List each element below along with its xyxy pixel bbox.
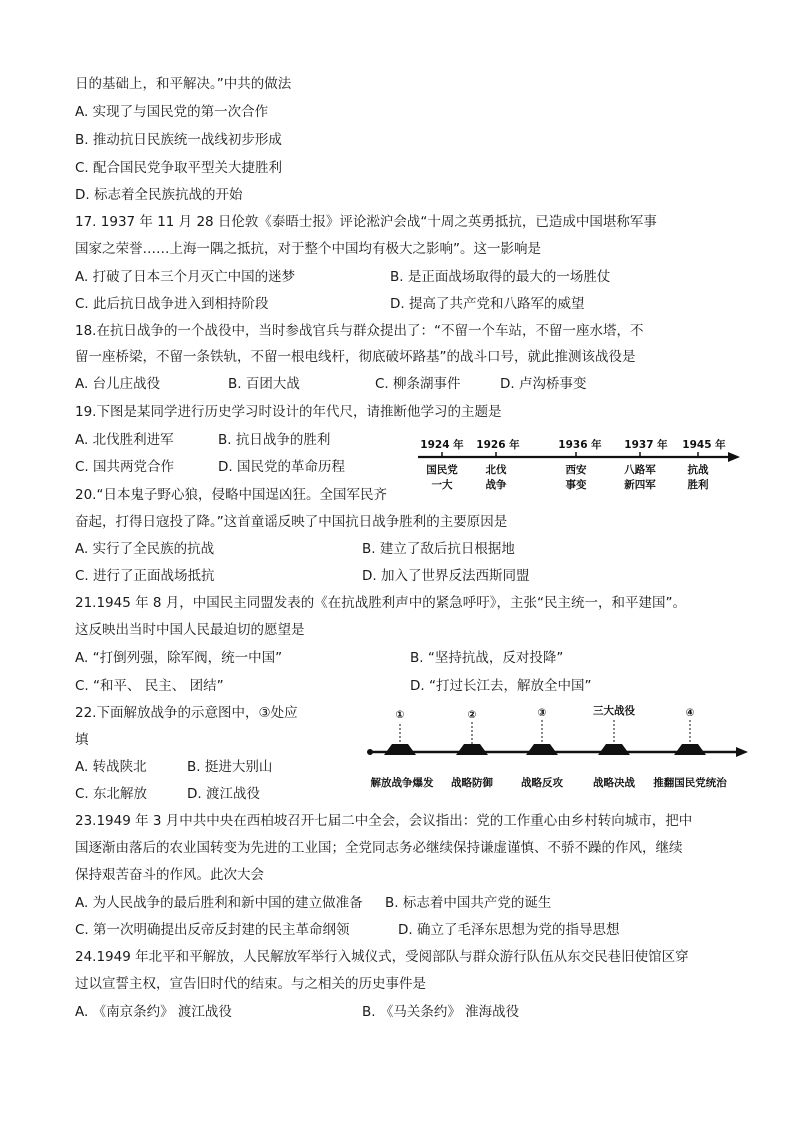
svg-text:新四军: 新四军 (624, 479, 656, 491)
q21-option-b[interactable]: B. “坚持抗战，反对投降” (410, 650, 564, 666)
timeline-tick-1924 (420, 438, 464, 491)
question-20-text-2: 奋起，打得日寇投了降。”这首童谣反映了中国抗日战争胜利的主要原因是 (75, 514, 508, 530)
svg-text:推翻国民党统治: 推翻国民党统治 (653, 777, 727, 789)
svg-text:西安: 西安 (565, 464, 587, 476)
option-d[interactable]: D. 标志着全民族抗战的开始 (75, 187, 243, 203)
liberation-war-diagram (362, 700, 750, 795)
svg-text:一大: 一大 (431, 479, 453, 491)
q21-option-a[interactable]: A. “打倒列强，除军阀，统一中国” (75, 650, 283, 666)
svg-text:胜利: 胜利 (687, 479, 709, 491)
question-21-text: 21.1945 年 8 月，中国民主同盟发表的《在抗战胜利声中的紧急呼吁》，主张“民主统一，和平建国”。 (75, 595, 687, 611)
q23-option-b[interactable]: B. 标志着中国共产党的诞生 (385, 895, 552, 911)
q23-option-a[interactable]: A. 为人民战争的最后胜利和新中国的建立做准备 (75, 895, 363, 911)
q18-option-d[interactable]: D. 卢沟桥事变 (500, 376, 587, 392)
svg-text:国民党: 国民党 (426, 464, 458, 476)
q18-option-c[interactable]: C. 柳条湖事件 (375, 376, 461, 392)
question-22-text: 22.下面解放战争的示意图中，③处应 (75, 705, 298, 721)
svg-text:1926 年: 1926 年 (476, 439, 520, 451)
question-24-text-2: 过以宣誓主权，宣告旧时代的结束。与之相关的历史事件是 (75, 976, 426, 992)
question-17-text-2: 国家之荣誉……上海一隅之抵抗，对于整个中国均有极大之影响”。这一影响是 (75, 241, 541, 257)
q18-option-b[interactable]: B. 百团大战 (228, 376, 300, 392)
q21-option-d[interactable]: D. “打过长江去，解放全中国” (410, 678, 592, 694)
q23-option-d[interactable]: D. 确立了毛泽东思想为党的指导思想 (398, 922, 620, 938)
question-23-text-2: 国逐渐由落后的农业国转变为先进的工业国；全党同志务必继续保持谦虚谨慎、不骄不躁的作风，继续 (75, 840, 683, 856)
q19-option-d[interactable]: D. 国民党的革命历程 (218, 459, 345, 475)
question-23-text-3: 保持艰苦奋斗的作风。此次大会 (75, 867, 264, 883)
svg-text:①: ① (395, 709, 405, 721)
svg-text:1945 年: 1945 年 (682, 439, 726, 451)
svg-text:北伐: 北伐 (485, 464, 507, 476)
q17-option-a[interactable]: A. 打破了日本三个月灭亡中国的迷梦 (75, 269, 296, 285)
svg-text:1937 年: 1937 年 (624, 439, 668, 451)
question-21-text-2: 这反映出当时中国人民最迫切的愿望是 (75, 622, 305, 638)
svg-text:八路军: 八路军 (624, 464, 656, 476)
q19-option-b[interactable]: B. 抗日战争的胜利 (218, 432, 331, 448)
q20-option-a[interactable]: A. 实行了全民族的抗战 (75, 541, 215, 557)
question-20-text: 20.“日本鬼子野心狼，侵略中国逞凶狂。全国军民齐 (75, 487, 387, 503)
question-19-text: 19.下图是某同学进行历史学习时设计的年代尺，请推断他学习的主题是 (75, 404, 502, 420)
svg-text:战略决战: 战略决战 (593, 777, 635, 789)
svg-text:②: ② (467, 709, 477, 721)
timeline-tick-1926 (476, 438, 520, 491)
diagram-stage-decisive (593, 704, 635, 789)
q24-option-b[interactable]: B. 《马关条约》 淮海战役 (362, 1004, 520, 1020)
q23-option-c[interactable]: C. 第一次明确提出反帝反封建的民主革命纲领 (75, 922, 350, 938)
question-18-text-2: 留一座桥梁，不留一条铁轨，不留一根电线杆，彻底破坏路基”的战斗口号，就此推测该战役是 (75, 349, 636, 365)
timeline-ruler (412, 436, 747, 500)
timeline-tick-1937 (624, 438, 668, 491)
q21-option-c[interactable]: C. “和平、 民主、 团结” (75, 678, 224, 694)
diagram-stage-overthrow (653, 707, 727, 789)
q17-option-b[interactable]: B. 是正面战场取得的最大的一场胜仗 (390, 269, 611, 285)
q17-option-c[interactable]: C. 此后抗日战争进入到相持阶段 (75, 296, 269, 312)
svg-text:战略反攻: 战略反攻 (521, 777, 563, 789)
svg-text:战争: 战争 (485, 479, 507, 491)
q20-option-b[interactable]: B. 建立了敌后抗日根据地 (362, 541, 515, 557)
diagram-stage-defense (451, 709, 493, 789)
q18-option-a[interactable]: A. 台儿庄战役 (75, 376, 161, 392)
question-22-text-2: 填 (75, 732, 89, 748)
svg-text:三大战役: 三大战役 (593, 705, 635, 717)
diagram-stage-counteroffensive (521, 707, 563, 789)
q17-option-d[interactable]: D. 提高了共产党和八路军的威望 (390, 296, 585, 312)
svg-text:事变: 事变 (565, 479, 587, 491)
q19-option-c[interactable]: C. 国共两党合作 (75, 459, 175, 475)
timeline-tick-1936 (558, 438, 602, 491)
q24-option-a[interactable]: A. 《南京条约》 渡江战役 (75, 1004, 232, 1020)
q22-option-d[interactable]: D. 渡江战役 (187, 786, 260, 802)
svg-text:解放战争爆发: 解放战争爆发 (370, 777, 434, 789)
option-c[interactable]: C. 配合国民党争取平型关大捷胜利 (75, 160, 283, 176)
q20-option-c[interactable]: C. 进行了正面战场抵抗 (75, 568, 215, 584)
svg-text:战略防御: 战略防御 (451, 777, 493, 789)
svg-text:1936 年: 1936 年 (558, 439, 602, 451)
question-18-text: 18.在抗日战争的一个战役中，当时参战官兵与群众提出了：“不留一个车站，不留一座水塔，不 (75, 323, 644, 339)
svg-text:③: ③ (537, 707, 547, 719)
option-b[interactable]: B. 推动抗日民族统一战线初步形成 (75, 132, 282, 148)
diagram-stage-outbreak (371, 709, 434, 789)
q22-option-c[interactable]: C. 东北解放 (75, 786, 148, 802)
question-text: 日的基础上，和平解决。”中共的做法 (75, 76, 292, 92)
svg-text:1924 年: 1924 年 (420, 439, 464, 451)
timeline-tick-1945 (682, 438, 726, 491)
svg-text:抗战: 抗战 (687, 464, 709, 476)
option-a[interactable]: A. 实现了与国民党的第一次合作 (75, 104, 269, 120)
svg-text:④: ④ (685, 707, 695, 719)
question-23-text: 23.1949 年 3 月中共中央在西柏坡召开七届二中全会，会议指出：党的工作重心由乡村转向城市，把中 (75, 813, 693, 829)
q22-option-a[interactable]: A. 转战陕北 (75, 759, 147, 775)
q22-option-b[interactable]: B. 挺进大别山 (187, 759, 273, 775)
question-24-text: 24.1949 年北平和平解放，人民解放军举行入城仪式，受阅部队与群众游行队伍从东交民巷旧使馆区穿 (75, 949, 689, 965)
question-17-text: 17. 1937 年 11 月 28 日伦敦《泰晤士报》评论淞沪会战“十周之英勇抵抗，已造成中国堪称军事 (75, 214, 657, 230)
q19-option-a[interactable]: A. 北伐胜利进军 (75, 432, 174, 448)
q20-option-d[interactable]: D. 加入了世界反法西斯同盟 (362, 568, 530, 584)
